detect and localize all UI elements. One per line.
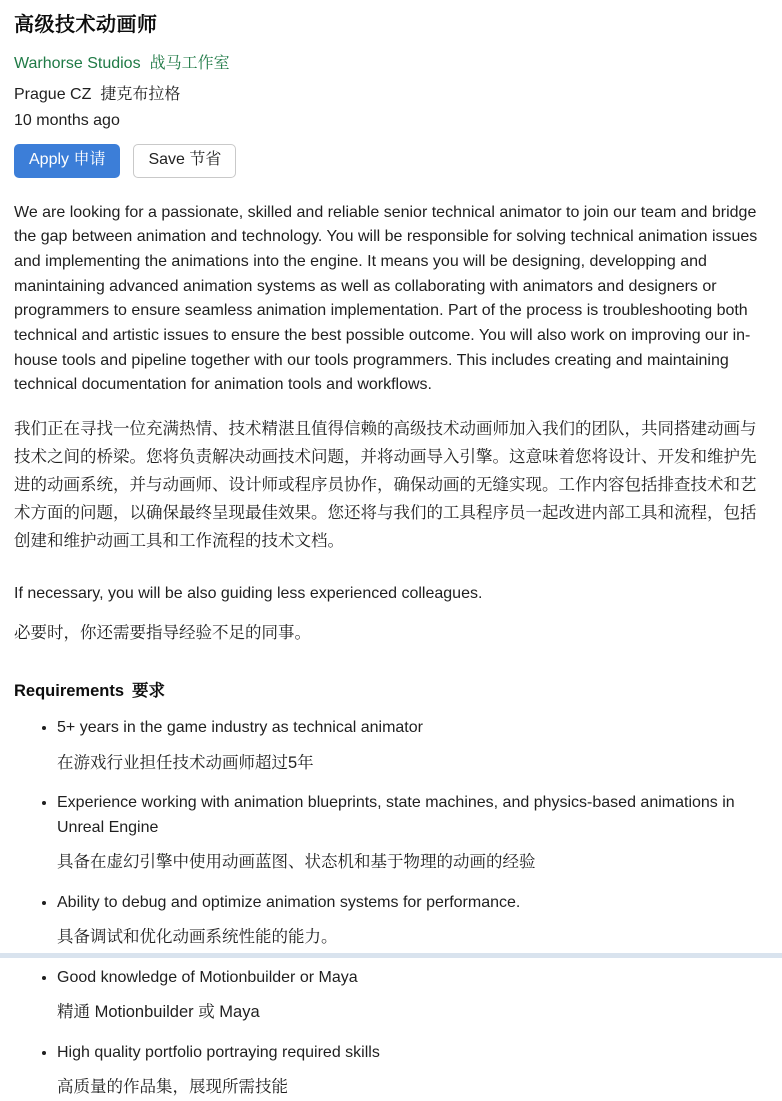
company-link[interactable] (14, 50, 768, 73)
action-buttons (14, 144, 768, 178)
requirement-text-zh: 高质量的作品集，展现所需技能 (57, 1078, 288, 1097)
requirement-text-zh: 具备在虚幻引擎中使用动画蓝图、状态机和基于物理的动画的经验 (57, 853, 536, 872)
requirements-heading-en: Requirements (14, 682, 125, 701)
job-description-zh: 我们正在寻找一位充满热情、技术精湛且值得信赖的高级技术动画师加入我们的团队，共同搭建动画与技术之间的桥梁。您将负责解决动画技术问题，并将动画导入引擎。这意味着您将设计、开发和维护先进的动画系统，并与动画师、设计师或程序员协作，确保动画的无缝实现。工作内容包括排查技术和艺术方面的问题，以确保最终呈现最佳效果。您还将与我们的工具程序员一起改进内部工具和流程，包括创建和维护动画工具和工作流程的技术文档。 (14, 419, 757, 550)
viewport-bottom-edge (0, 953, 782, 958)
requirement-text-en: • High quality portfolio portraying required skills (57, 1043, 380, 1061)
requirements-heading (14, 677, 768, 701)
job-location (14, 81, 768, 104)
requirement-item (57, 966, 768, 1026)
location-zh: 捷克布拉格 (100, 86, 181, 103)
guidance-line-zh: 必要时，你还需要指导经验不足的同事。 (14, 623, 311, 642)
requirement-text-zh: 精通 Motionbuilder 或 Maya (57, 1003, 260, 1022)
location-en: Prague CZ (14, 86, 92, 103)
company-name-zh: 战马工作室 (149, 55, 230, 72)
requirement-text-en: • 5+ years in the game industry as technical animator (57, 719, 423, 737)
requirements-list (14, 716, 768, 1101)
requirement-item (57, 891, 768, 951)
apply-button[interactable]: Apply 申请 (14, 144, 120, 178)
posted-date: 10 months ago (14, 112, 120, 129)
requirement-text-en: • Ability to debug and optimize animation systems for performance. (57, 893, 521, 911)
requirement-text-zh: 具备调试和优化动画系统性能的能力。 (57, 928, 338, 947)
requirement-text-en: • Experience working with animation blueprints, state machines, and physics-based animations in Unreal Engine (57, 794, 735, 836)
requirement-item (57, 1041, 768, 1101)
job-description-en: We are looking for a passionate, skilled and reliable senior technical animator to join our team and bridge the gap between animation and technology. You will be responsible for solving technical animation issues and implementing the animations into the engine. It means you will be designing, developping and manintaining advanced animation systems as well as collaborating with animators and designers or programmers to ensure seamless animation implementation. Part of the process is troubleshooting both technical and artistic issues to ensure the best possible outcome. You will also work on improving our in-house tools and pipeline together with our tools programmers. This includes creating and maintaining technical documentation for animation tools and workflows. (14, 203, 758, 394)
requirements-heading-zh: 要求 (132, 682, 166, 701)
page-title: 高级技术动画师 (14, 14, 158, 36)
requirement-text-en: • Good knowledge of Motionbuilder or Maya (57, 968, 358, 986)
guidance-line-en: If necessary, you will be also guiding less experienced colleagues. (14, 585, 483, 603)
company-name-en: Warhorse Studios (14, 55, 141, 72)
requirement-item (57, 791, 768, 876)
requirement-item (57, 716, 768, 776)
save-button[interactable]: Save 节省 (133, 144, 236, 178)
requirement-text-zh: 在游戏行业担任技术动画师超过5年 (57, 753, 314, 772)
